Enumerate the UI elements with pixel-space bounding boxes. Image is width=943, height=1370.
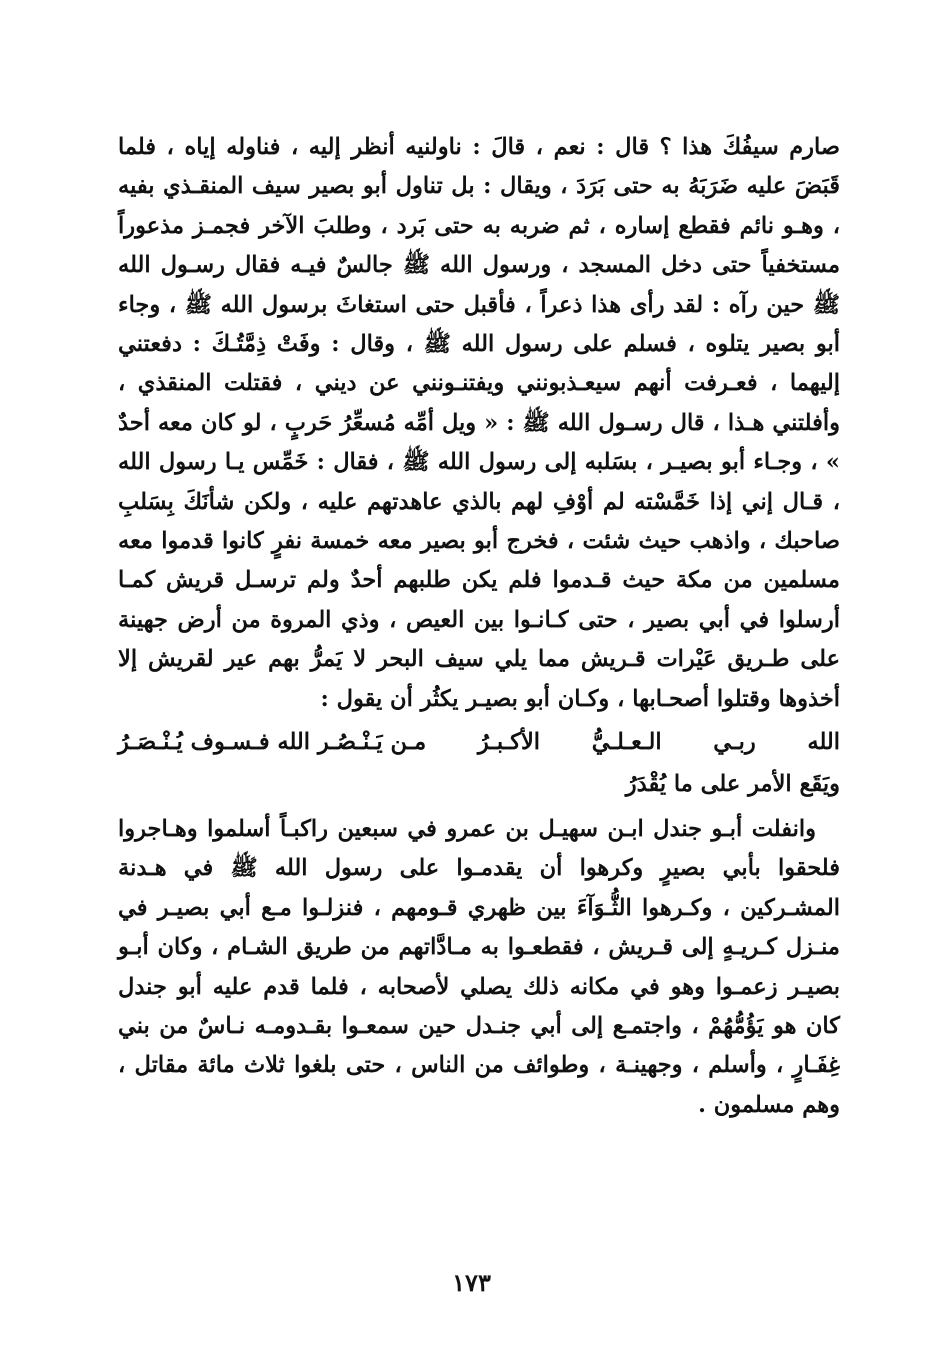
poem-line-1	[118, 723, 840, 762]
body-text	[118, 128, 840, 1125]
paragraph-2: وانفلت أبـو جندل ابـن سهيـل بن عمرو في سبعين راكبـاً أسلموا وهـاجروا فلحقوا بأبي بصيرٍ وكرهوا أن يقدمـوا على رسول الله ﷺ في هـدنة المشـركين ، وكـرهوا الثُّـوَآءَ بين ظهري قـومهم ، فنزلـوا مـع أبي بصيـر في منـزل كـريـهٍ إلى قـريش ، فقطعـوا به مـادَّاتهم من طريق الشـام ، وكان أبـو بصيـر زعمـوا وهو في مكانه ذلك يصلي لأصحابه ، فلما قدم عليه أبو جندل كان هو يَؤُمُّهُمْ ، واجتمـع إلى أبي جنـدل حين سمعـوا بقـدومـه نـاسٌ من بني غِفَـارٍ ، وأسلم ، وجهينـة ، وطوائف من الناس ، حتى بلغوا ثلاث مائة مقاتل ، وهم مسلمون .	[118, 815, 840, 1118]
poem-word: ربـي	[713, 729, 756, 756]
poem-word: مـن يَـنْـصُـر الله فـسـوف يُـنْـصَـرُ	[118, 729, 427, 756]
paragraph-1: صارم سيفُكَ هذا ؟ قال : نعم ، قالَ : ناولنيه أنظر إليه ، فناوله إياه ، فلما قَبَضَ عليه ضَرَبَهُ به حتى بَرَدَ ، ويقال : بل تناول أبو بصير سيف المنقـذي بفيه ، وهـو نائم فقطع إساره ، ثم ضربه به حتى بَرد ، وطلبَ الآخر فجمـز مذعوراً مستخفياً حتى دخل المسجد ، ورسول الله ﷺ جالسٌ فيـه فقال رسـول الله ﷺ حين رآه : لقد رأى هذا ذعراً ، فأقبل حتى استغاثَ برسول الله ﷺ ، وجاء أبو بصير يتلوه ، فسلم على رسول الله ﷺ ، وقال : وفَتْ ذِمَّتُـكَ : دفعتني إليهما ، فعـرفت أنهم سيعـذبونني ويفتنـونني عن ديني ، فقتلت المنقذي ، وأفلتني هـذا ، قال رسـول الله ﷺ : « ويل أمِّه مُسعِّرُ حَربٍ ، لو كان معه أحدٌ » ، وجـاء أبو بصيـر ، بسَلبه إلى رسول الله ﷺ ، فقال : خَمِّس يـا رسول الله ، قـال إني إذا خَمَّسْته لم أوْفِ لهم بالذي عاهدتهم عليه ، ولكن شأنَكَ بِسَلبِ صاحبك ، واذهب حيث شئت ، فخرج أبو بصير معه خمسة نفرٍ كانوا قدموا معه مسلمين من مكة حيث قـدموا فلم يكن طلبهم أحدٌ ولم ترسـل قريش كمـا أرسلوا في أبي بصير ، حتى كـانـوا بين العيص ، وذي المروة من أرض جهينة على طـريق عَيْرات قـريش مما يلي سيف البحر لا يَمرُّ بهم عير لقريش إلا أخذوها وقتلوا أصحـابها ، وكـان أبو بصيـر يكثُر أن يقول :	[118, 134, 840, 712]
page-number: ١٧٣	[452, 1268, 491, 1297]
poem-verse	[118, 723, 840, 804]
poem-line-2: ويَقَع الأمر على ما يُقْدَرُ	[625, 770, 840, 797]
poem-word: الأكـبـرُ	[477, 729, 541, 756]
poem-word: الـعـلـيُّ	[591, 729, 662, 756]
poem-word: الله	[807, 729, 840, 756]
